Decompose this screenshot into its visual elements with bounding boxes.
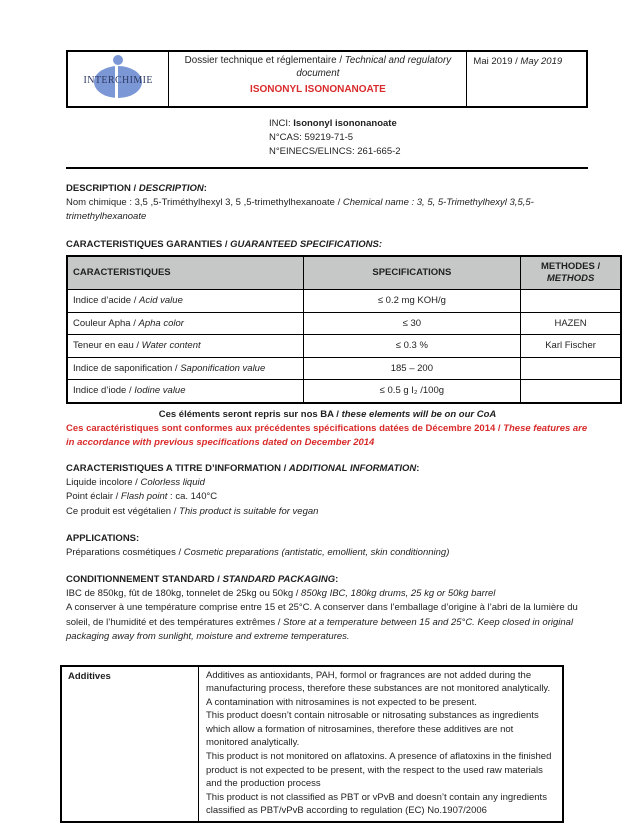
spec-label-en: Iodine value [134,385,185,396]
column-header-specifications: SPECIFICATIONS [303,256,521,290]
logo-wordmark: INTERCHIMIE [82,74,154,88]
spec-row-value: ≤ 0.5 g I₂ /100g [303,380,521,403]
spec-row-label [67,312,303,335]
additives-paragraph: This product doesn’t contain nitrosable or nitrosating substances as ingredients which allow a formation of nitrosamines, therefore these additives are not monitored analytically. [206,709,555,750]
spec-row-iodine-value [67,380,621,403]
packaging-heading [66,573,589,587]
document-title [175,55,460,80]
document-title-fr: Dossier technique et réglementaire / [185,55,345,66]
einecs-line: N°EINECS/ELINCS: 261-665-2 [269,145,628,159]
info-line-vegan [66,505,589,520]
applications-line-en: Cosmetic preparations (antistatic, emollient, skin conditionning) [184,547,450,558]
description-heading-en: DESCRIPTION [139,183,204,194]
logo-figure-icon [113,55,123,65]
specifications-heading-fr: CARACTERISTIQUES GARANTIES / [66,239,230,250]
additives-paragraph: A contamination with nitrosamines is not expected to be present. [206,696,555,710]
section-rule [66,167,588,169]
packaging-heading-fr: CONDITIONNEMENT STANDARD / [66,574,223,585]
additives-paragraph: This product is not monitored on aflatoxins. A presence of aflatoxins in the finished product is not expected to be present, with the respect to the used raw materials and the production process [206,750,555,791]
info-line-fr: Point éclair / [66,491,121,502]
spec-row-method [521,290,621,313]
interchimie-logo [82,55,154,103]
coa-note-fr: Ces éléments seront repris sur nos BA / [159,409,342,420]
specifications-heading [66,238,589,252]
spec-row-value: ≤ 0.3 % [303,335,521,358]
date-fr: Mai 2019 / [473,56,520,67]
spec-row-value: ≤ 0.2 mg KOH/g [303,290,521,313]
conformity-note [66,422,589,449]
spec-row-label [67,380,303,403]
inci-label: INCI: [269,118,293,129]
spec-row-saponification-value [67,357,621,380]
description-heading [66,182,589,196]
spec-label-en: Apha color [139,318,184,329]
packaging-heading-colon: : [335,574,338,585]
cas-line: N°CAS: 59219-71-5 [269,131,628,145]
additives-paragraph: Additives as antioxidants, PAH, formol or fragrances are not added during the manufacturing process, therefore these substances are not monitored analytically. [206,669,555,696]
date-en: May 2019 [520,56,562,67]
storage-instructions [66,601,589,645]
page-content [66,0,628,823]
description-heading-fr: DESCRIPTION / [66,183,139,194]
identity-block [269,117,628,159]
spec-label-fr: Indice d’acide / [73,295,139,306]
specifications-heading-en: GUARANTEED SPECIFICATIONS: [230,239,382,250]
column-header-methods [521,256,621,290]
additives-body [199,666,564,823]
info-line-tail: : ca. 140°C [167,491,217,502]
spec-label-fr: Couleur Apha / [73,318,139,329]
info-line-en: Flash point [121,491,167,502]
spec-label-en: Water content [142,340,201,351]
product-title: ISONONYL ISONONANOATE [175,83,460,97]
additives-label: Additives [61,666,199,823]
inci-line [269,117,628,131]
packaging-containers-line [66,587,589,602]
header-table [66,50,588,108]
info-line-en: This product is suitable for vegan [179,506,318,517]
packaging-containers-en: 850kg IBC, 180kg drums, 25 kg or 50kg barrel [301,588,495,599]
logo-cell [67,51,169,107]
description-heading-colon: : [204,183,207,194]
spec-label-en: Saponification value [180,363,265,374]
conformity-note-en: These features are in accordance with previous specifications dated on December 2014 [66,423,587,448]
packaging-containers-fr: IBC de 850kg, fût de 180kg, tonnelet de 25kg ou 50kg / [66,588,301,599]
chemical-name-fr: Nom chimique : 3,5 ,5-Triméthylhexyl 3, 5 ,5-trimethylhexanoate / [66,197,343,208]
spec-row-label [67,290,303,313]
spec-label-fr: Indice d’iode / [73,385,134,396]
spec-row-method [521,357,621,380]
info-line-fr: Ce produit est végétalien / [66,506,179,517]
conformity-note-fr: Ces caractéristiques sont conformes aux précédentes spécifications datées de Décembre 2014 / [66,423,503,434]
packaging-heading-en: STANDARD PACKAGING [223,574,336,585]
column-header-characteristics: CARACTERISTIQUES [67,256,303,290]
spec-row-water-content [67,335,621,358]
chemical-name-en: Chemical name : 3, 5, 5-Trimethylhexyl 3,5,5-trimethylhexanoate [66,197,534,223]
applications-line-fr: Préparations cosmétiques / [66,547,184,558]
storage-instructions-fr: A conserver à une température comprise entre 15 et 25°C. A conserver dans l’emballage d’origine à l’abri de la lumière du soleil, de l’humidité et des températures extrêmes / [66,602,578,628]
spec-row-acid-value [67,290,621,313]
spec-row-label [67,335,303,358]
spec-row-method: Karl Fischer [521,335,621,358]
additional-info-heading-colon: : [416,463,419,474]
spec-row-value: 185 – 200 [303,357,521,380]
specifications-table [66,255,622,404]
coa-note [66,408,589,422]
chemical-name [66,196,589,225]
document-title-en: Technical and regulatory document [296,55,451,79]
additives-row [61,666,563,823]
info-line-colorless [66,476,589,491]
applications-heading: APPLICATIONS: [66,532,589,546]
additives-table [60,665,564,823]
spec-row-value: ≤ 30 [303,312,521,335]
column-header-methods-en: METHODS [547,273,595,284]
spec-label-fr: Teneur en eau / [73,340,142,351]
additional-info-heading-en: ADDITIONAL INFORMATION [289,463,416,474]
spec-row-method [521,380,621,403]
additives-paragraph: This product is not classified as PBT or vPvB and doesn’t contain any ingredients classified as PBT/vPvB according to regulation (EC) No.1907/2006 [206,791,555,818]
additional-info-heading [66,462,589,476]
applications-line [66,546,589,561]
additional-info-heading-fr: CARACTERISTIQUES A TITRE D’INFORMATION / [66,463,289,474]
spec-label-fr: Indice de saponification / [73,363,180,374]
date-cell [467,51,587,107]
spec-row-apha-color [67,312,621,335]
spec-label-en: Acid value [139,295,183,306]
info-line-en: Colorless liquid [140,477,204,488]
info-line-flash-point [66,490,589,505]
spec-row-label [67,357,303,380]
spec-header-row [67,256,621,290]
inci-value: Isononyl isononanoate [293,118,396,129]
spec-row-method: HAZEN [521,312,621,335]
document-title-cell [169,51,467,107]
column-header-methods-fr: METHODES / [541,261,600,272]
coa-note-en: these elements will be on our CoA [342,409,497,420]
info-line-fr: Liquide incolore / [66,477,140,488]
storage-instructions-en: Store at a temperature between 15 and 25°C. Keep closed in original packaging away from sunlight, moisture and extreme temperatures. [66,617,573,643]
